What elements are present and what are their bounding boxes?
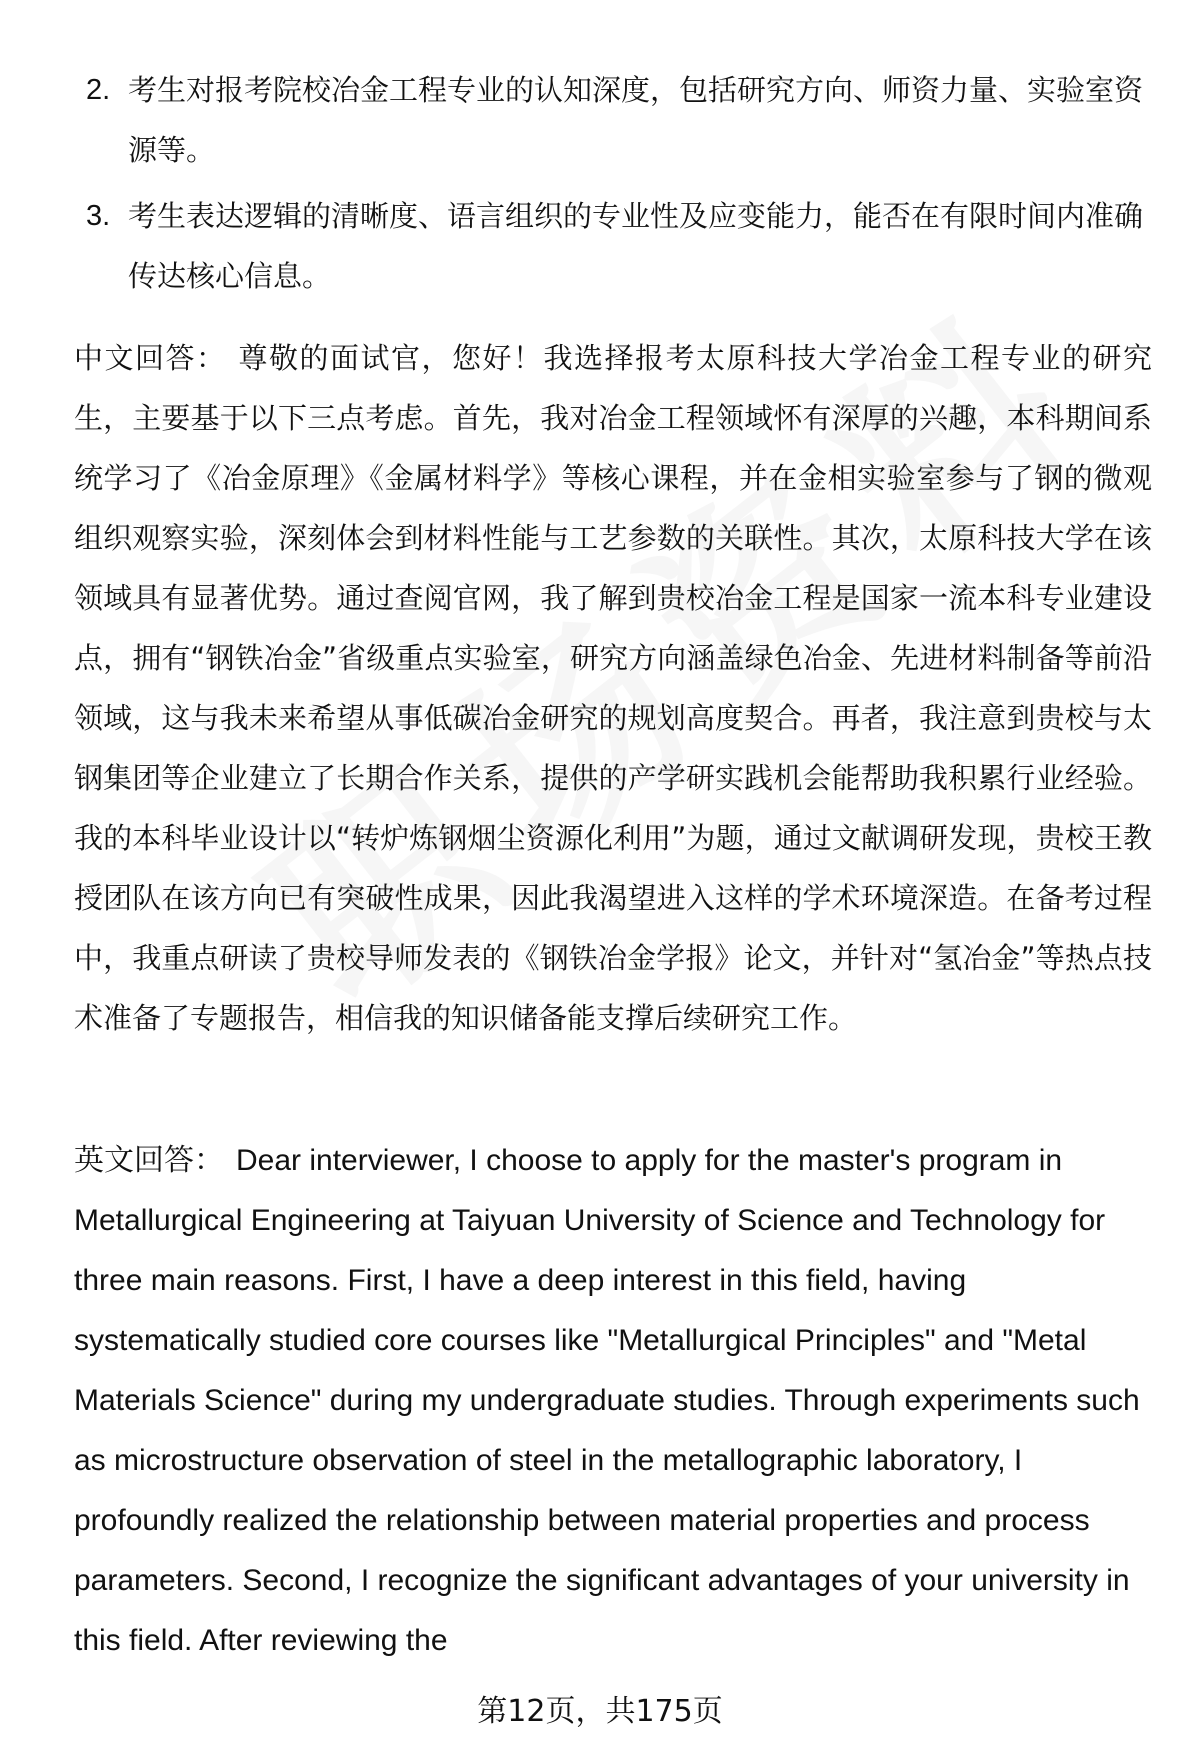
english-answer-label: 英文回答：: [74, 1144, 224, 1177]
list-item-text: 考生表达逻辑的清晰度、语言组织的专业性及应变能力，能否在有限时间内准确传达核心信息。: [128, 199, 1144, 293]
english-answer-paragraph: [74, 1131, 1152, 1671]
chinese-answer-paragraph: [74, 328, 1152, 1048]
list-item-number: 3.: [86, 200, 111, 232]
chinese-answer-text: 尊敬的面试官，您好！我选择报考太原科技大学冶金工程专业的研究生，主要基于以下三点考虑。首先，我对冶金工程领域怀有深厚的兴趣，本科期间系统学习了《冶金原理》《金属材料学》等核心课程，并在金相实验室参与了钢的微观组织观察实验，深刻体会到材料性能与工艺参数的关联性。其次，太原科技大学在该领域具有显著优势。通过查阅官网，我了解到贵校冶金工程是国家一流本科专业建设点，拥有“钢铁冶金”省级重点实验室，研究方向涵盖绿色冶金、先进材料制备等前沿领域，这与我未来希望从事低碳冶金研究的规划高度契合。再者，我注意到贵校与太钢集团等企业建立了长期合作关系，提供的产学研实践机会能帮助我积累行业经验。我的本科毕业设计以“转炉炼钢烟尘资源化利用”为题，通过文献调研发现，贵校王教授团队在该方向已有突破性成果，因此我渴望进入这样的学术环境深造。在备考过程中，我重点研读了贵校导师发表的《钢铁冶金学报》论文，并针对“氢冶金”等热点技术准备了专题报告，相信我的知识储备能支撑后续研究工作。: [74, 341, 1152, 1035]
page-number-footer: 第12页，共175页: [477, 1694, 723, 1729]
numbered-list: [74, 60, 1154, 312]
list-item: [74, 60, 1154, 180]
list-item-text: 考生对报考院校冶金工程专业的认知深度，包括研究方向、师资力量、实验室资源等。: [128, 73, 1144, 167]
chinese-answer-label: 中文回答：: [74, 341, 227, 375]
english-answer-text: Dear interviewer, I choose to apply for the master's program in Metallurgical Engineering at Taiyuan University of Science and Technology for three main reasons. First, I have a deep interest in this field, having systematically studied core courses like "Metallurgical Principles" and "Metal Materials Science" during my undergraduate studies. Through experiments such as microstructure observation of steel in the metallographic laboratory, I profoundly realized the relationship between material properties and process parameters. Second, I recognize the significant advantages of your university in this field. After reviewing the: [74, 1144, 1140, 1657]
list-item: [74, 186, 1154, 306]
list-item-number: 2.: [86, 74, 111, 106]
